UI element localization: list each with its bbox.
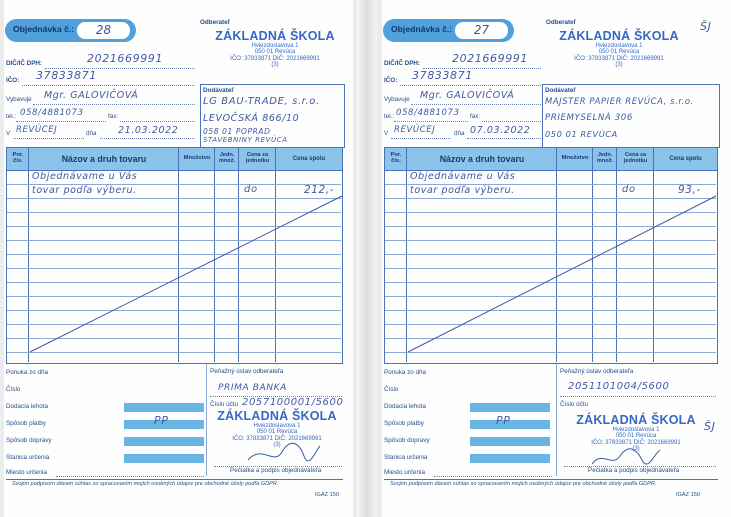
col-unit-price-header: Cena za jednotku — [623, 152, 648, 164]
vat-id-label: DIČ/IČ DPH: — [6, 60, 43, 67]
supplier-line-1: LG BAU-TRADE, s.r.o. — [203, 96, 320, 107]
destination-line — [56, 476, 204, 477]
city-value: REVÚCEJ — [394, 125, 436, 135]
bank-value: 2051101004/5600 — [568, 381, 670, 392]
stamp-school-name: ZÁKLADNÁ ŠKOLA — [559, 29, 679, 43]
number-label: Číslo — [6, 386, 21, 393]
tel-value: 058/4881073 — [396, 108, 460, 118]
customer-label: Odberateľ — [200, 19, 231, 26]
delivery-term-label: Dodacia lehota — [6, 403, 49, 410]
stamp-ids: IČO: 37833871 DIČ: 2021669991 — [230, 55, 320, 62]
col-no-header: Por. čís. — [12, 152, 24, 164]
stamp-city: 050 01 Revúca — [256, 429, 298, 436]
issued-by-label: Vybavuje — [384, 96, 410, 103]
stamp-code: (3) — [615, 62, 623, 69]
delivery-term-label: Dodacia lehota — [384, 403, 427, 410]
transport-method-field — [470, 437, 550, 446]
footer-separator — [556, 364, 557, 476]
date-label: dňa — [454, 130, 465, 137]
stamp-street: Hviezdoslavova 1 — [253, 423, 301, 430]
stamp-city: 050 01 Revúca — [254, 49, 296, 56]
stamp-school-name: ZÁKLADNÁ ŠKOLA — [217, 409, 337, 423]
form-code: IGAZ 150 — [676, 492, 700, 498]
vat-id-value: 2021669991 — [87, 52, 163, 65]
bank-value: PRIMA BANKA — [218, 383, 287, 393]
footer-rule — [6, 479, 343, 480]
page-gutter — [357, 0, 377, 517]
supplier-line-2: PRIEMYSELNÁ 306 — [545, 113, 633, 123]
col-no-header: Por. čís. — [390, 152, 402, 164]
footer-separator — [206, 364, 207, 476]
corner-mark: ŠJ — [700, 20, 712, 33]
vat-id-value: 2021669991 — [452, 52, 528, 65]
stamp-code: (3) — [273, 442, 281, 449]
date-value: 07.03.2022 — [470, 125, 531, 136]
item-unit-price: do — [622, 184, 636, 195]
customer-label: Odberateľ — [546, 19, 577, 26]
order-form-right — [382, 0, 731, 517]
order-number-label: Objednávka č.: — [13, 24, 75, 34]
supplier-label: Dodávateľ — [203, 87, 234, 94]
gdpr-note: Svojím podpisom dávam súhlas so spracovaním mojich osobných údajov pre obchodné účely podľa GDPR. — [12, 481, 279, 487]
stamp-street: Hviezdoslavova 1 — [612, 427, 660, 434]
account-label: Číslo účtu — [210, 401, 238, 408]
stamp-street: Hviezdoslavova 1 — [595, 43, 643, 50]
supplier-line-4: STAVEBNINY REVÚCA — [203, 136, 288, 144]
station-label: Stanica určenia — [6, 454, 50, 461]
item-total: 212,- — [304, 184, 335, 196]
payment-method-label: Spôsob platby — [384, 420, 424, 427]
col-name-header: Názov a druh tovaru — [439, 153, 525, 164]
payment-method-label: Spôsob platby — [6, 420, 46, 427]
delivery-term-field — [124, 403, 204, 412]
station-field — [124, 454, 204, 463]
col-total-header: Cena spolu — [292, 156, 326, 162]
tel-value: 058/4881073 — [20, 108, 84, 118]
tel-label: tel.: — [6, 113, 17, 120]
delivery-term-field — [470, 403, 550, 412]
item-text-line-2: tovar podľa výberu. — [410, 185, 515, 196]
footer-rule — [384, 479, 718, 480]
payment-method-value: PP — [496, 414, 511, 427]
gdpr-note: Svojím podpisom dávam súhlas so spracovaním mojich osobných údajov pre obchodné účely podľa GDPR. — [390, 481, 657, 487]
order-number-value: 27 — [473, 23, 490, 37]
issued-by-value: Mgr. GALOVIČOVÁ — [420, 90, 515, 101]
item-total: 93,- — [678, 184, 701, 196]
stamp-ids: IČO: 37833871 DIČ: 2021669991 — [591, 439, 681, 446]
col-qty-header: Množstvo — [183, 155, 211, 162]
issued-by-label: Vybavuje — [6, 96, 32, 103]
bank-label: Peňažný ústav odberateľa — [560, 368, 634, 375]
offer-date-label: Ponuka zo dňa — [6, 369, 49, 376]
city-value: REVÚCEJ — [16, 125, 58, 135]
transport-method-label: Spôsob dopravy — [384, 437, 430, 444]
bank-label: Peňažný ústav odberateľa — [210, 368, 284, 375]
col-qty-header: Množstvo — [561, 155, 589, 162]
destination-label: Miesto určenia — [6, 469, 47, 476]
stamp-ids: IČO: 37833871 DIČ: 2021669991 — [574, 55, 664, 62]
stamp-code: (3) — [271, 62, 279, 69]
station-field — [470, 454, 550, 463]
stamp-school-name: ZÁKLADNÁ ŠKOLA — [215, 29, 335, 43]
fax-label: fax: — [470, 113, 481, 120]
fax-label: fax: — [108, 113, 119, 120]
date-value: 21.03.2022 — [118, 125, 179, 136]
destination-label: Miesto určenia — [384, 469, 425, 476]
col-name-header: Názov a druh tovaru — [61, 153, 147, 164]
supplier-label: Dodávateľ — [545, 87, 576, 94]
supplier-line-3: 058 01 POPRAD — [203, 127, 271, 136]
account-value: 2057100001/5600 — [242, 397, 344, 408]
offer-date-label: Ponuka zo dňa — [384, 369, 427, 376]
stamp-city: 050 01 Revúca — [598, 49, 640, 56]
order-number-label: Objednávka č.: — [391, 24, 453, 34]
vat-id-label: DIČ/IČ DPH: — [384, 60, 421, 67]
payment-method-value: PP — [154, 414, 169, 427]
col-unit-header: Jedn. množ. — [596, 152, 614, 164]
bank-line — [560, 396, 716, 397]
station-label: Stanica určenia — [384, 454, 428, 461]
issued-by-value: Mgr. GALOVIČOVÁ — [44, 90, 139, 101]
number-label: Číslo — [384, 386, 399, 393]
stamp-sign-label: Pečiatka a podpis objednávateľa — [588, 467, 680, 474]
supplier-line-2: LEVOČSKÁ 866/10 — [203, 113, 300, 124]
col-total-header: Cena spolu — [669, 156, 702, 162]
stamp-city: 050 01 Revúca — [615, 433, 657, 440]
city-label: V — [384, 130, 389, 137]
col-unit-price-header: Cena za jednotku — [245, 152, 270, 164]
supplier-line-1: MAJSTER PAPIER REVÚCA, s.r.o. — [545, 96, 694, 106]
ico-label: IČO: — [6, 77, 20, 84]
order-number-value: 28 — [95, 23, 112, 37]
col-unit-header: Jedn. množ. — [218, 152, 236, 164]
stamp-street: Hviezdoslavova 1 — [251, 43, 299, 50]
ico-value: 37833871 — [36, 69, 97, 82]
destination-line — [434, 476, 552, 477]
item-unit-price: do — [244, 184, 258, 195]
stamp-code: (3) — [632, 446, 640, 453]
date-label: dňa — [86, 130, 97, 137]
ico-value: 37833871 — [412, 69, 473, 82]
ico-label: IČO: — [384, 77, 398, 84]
city-label: V — [6, 130, 11, 137]
stamp-school-name: ZÁKLADNÁ ŠKOLA — [576, 413, 696, 427]
form-code: IGAZ 150 — [315, 492, 339, 498]
order-form-left — [4, 0, 353, 517]
transport-method-label: Spôsob dopravy — [6, 437, 52, 444]
item-text-line-2: tovar podľa výberu. — [32, 185, 137, 196]
transport-method-field — [124, 437, 204, 446]
account-label: Číslo účtu — [560, 401, 588, 408]
stamp-ids: IČO: 37833871 DIČ: 2021669991 — [232, 435, 322, 442]
supplier-line-3: 050 01 REVÚCA — [545, 129, 618, 139]
item-text-line-1: Objednávame u Vás — [32, 171, 138, 182]
tel-label: tel.: — [384, 113, 395, 120]
corner-mark-footer: ŠJ — [704, 420, 716, 433]
item-text-line-1: Objednávame u Vás — [410, 171, 516, 182]
signature — [586, 444, 666, 468]
signature — [244, 440, 324, 466]
stamp-sign-label: Pečiatka a podpis objednávateľa — [230, 467, 322, 474]
